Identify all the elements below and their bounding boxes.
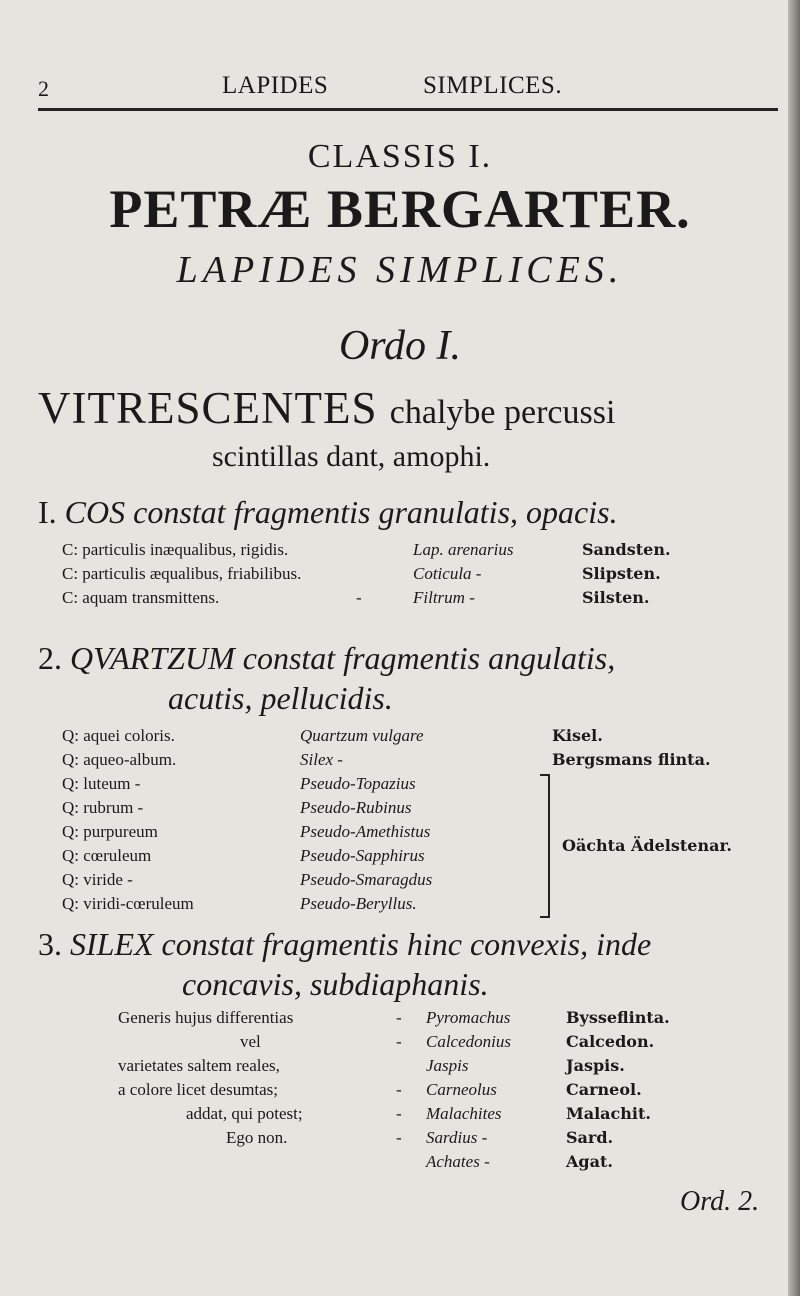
silex-row-5-latin: Malachites — [426, 1104, 502, 1123]
silex-row-6-desc: Ego non. — [226, 1128, 288, 1147]
silex-row-7-latin: Achates - — [426, 1152, 490, 1171]
quartzum-row-8-latin: Pseudo-Beryllus. — [300, 894, 417, 913]
quartzum-row-5-latin: Pseudo-Amethistus — [300, 822, 431, 841]
quartzum-row-5-desc: Q: purpureum — [62, 822, 158, 841]
silex-row-3-german: Jaspis. — [566, 1056, 625, 1075]
silex-heading-line2: concavis, subdiaphanis. — [182, 966, 489, 1002]
quartzum-row-7-desc: Q: viride - — [62, 870, 133, 889]
quartzum-row-3-latin: Pseudo-Topazius — [300, 774, 416, 793]
cos-heading-text: COS constat fragmentis granulatis, opacis. — [64, 494, 618, 530]
silex-row-4-desc: a colore licet desumtas; — [118, 1080, 279, 1099]
quartzum-row-2-german: Bergsmans flinta. — [552, 750, 711, 769]
quartzum-group-german: Oächta Ädelstenar. — [562, 836, 732, 855]
header-rule — [38, 108, 778, 111]
classis-heading: CLASSIS I. — [307, 138, 493, 175]
quartzum-row-1-desc: Q: aquei coloris. — [62, 726, 175, 745]
cos-row-2-german: Slipsten. — [582, 564, 661, 583]
silex-row-4-latin: Carneolus — [426, 1080, 497, 1099]
silex-row-1-german: Bysseflinta. — [566, 1008, 670, 1027]
cos-row-2-latin: Coticula - — [413, 564, 482, 583]
quartzum-heading-text: QVARTZUM constat fragmentis angulatis, — [70, 640, 616, 676]
silex-row-7-german: Agat. — [566, 1152, 613, 1171]
silex-row-2-german: Calcedon. — [566, 1032, 655, 1051]
silex-row-3-latin: Jaspis — [426, 1056, 469, 1075]
quartzum-row-7-latin: Pseudo-Smaragdus — [300, 870, 433, 889]
quartzum-row-4-desc: Q: rubrum - — [62, 798, 144, 817]
cos-row-3-german: Silsten. — [582, 588, 650, 607]
vitrescentes-desc-line2: scintillas dant, amophi. — [212, 440, 491, 473]
silex-row-1-latin: Pyromachus — [426, 1008, 511, 1027]
silex-row-6-dash: - — [396, 1128, 402, 1147]
cos-row-1-desc: C: particulis inæqualibus, rigidis. — [62, 540, 289, 559]
cos-number: I. — [38, 494, 57, 530]
cos-heading — [38, 494, 618, 531]
silex-number: 3. — [38, 926, 62, 962]
quartzum-row-8-desc: Q: viridi-cœruleum — [62, 894, 194, 913]
quartzum-row-6-latin: Pseudo-Sapphirus — [300, 846, 425, 865]
running-title: LAPIDES SIMPLICES. — [222, 72, 563, 99]
cos-row-1-german: Sandsten. — [582, 540, 671, 559]
main-title: PETRÆ BERGARTER. — [109, 179, 691, 239]
silex-row-5-german: Malachit. — [566, 1104, 651, 1123]
silex-row-2-latin: Calcedonius — [426, 1032, 511, 1051]
catchword: Ord. 2. — [680, 1186, 760, 1217]
silex-row-5-desc: addat, qui potest; — [186, 1104, 303, 1123]
quartzum-row-1-latin: Quartzum vulgare — [300, 726, 424, 745]
quartzum-row-2-latin: Silex - — [300, 750, 343, 769]
vitrescentes-desc: chalybe percussi — [389, 394, 616, 431]
silex-row-3-desc: varietates saltem reales, — [118, 1056, 280, 1075]
silex-row-6-german: Sard. — [566, 1128, 614, 1147]
vitrescentes-heading — [38, 382, 615, 434]
cos-row-2-desc: C: particulis æqualibus, friabilibus. — [62, 564, 302, 583]
silex-heading — [38, 926, 651, 963]
quartzum-row-4-latin: Pseudo-Rubinus — [300, 798, 412, 817]
quartzum-row-1-german: Kisel. — [552, 726, 603, 745]
cos-row-3-desc: C: aquam transmittens. — [62, 588, 220, 607]
cos-row-3-latin: Filtrum - — [413, 588, 475, 607]
silex-row-5-dash: - — [396, 1104, 402, 1123]
silex-row-6-latin: Sardius - — [426, 1128, 488, 1147]
silex-row-1-dash: - — [396, 1008, 402, 1027]
quartzum-row-6-desc: Q: cœruleum — [62, 846, 152, 865]
silex-row-2-dash: - — [396, 1032, 402, 1051]
quartzum-number: 2. — [38, 640, 62, 676]
page-number: 2 — [38, 76, 49, 101]
silex-row-2-desc: vel — [240, 1032, 261, 1051]
group-brace — [540, 774, 550, 918]
vitrescentes-word: VITRESCENTES — [38, 383, 378, 433]
cos-row-1-latin: Lap. arenarius — [413, 540, 514, 559]
quartzum-heading-line2: acutis, pellucidis. — [168, 680, 393, 716]
silex-row-4-dash: - — [396, 1080, 402, 1099]
silex-row-1-desc: Generis hujus differentias — [118, 1008, 294, 1027]
running-header — [38, 70, 778, 106]
quartzum-row-2-desc: Q: aqueo-album. — [62, 750, 177, 769]
subtitle: LAPIDES SIMPLICES. — [176, 249, 624, 291]
quartzum-heading — [38, 640, 615, 677]
silex-heading-text: SILEX constat fragmentis hinc convexis, inde — [70, 926, 652, 962]
ordo-heading: Ordo I. — [338, 323, 462, 369]
silex-row-4-german: Carneol. — [566, 1080, 642, 1099]
cos-row-3-dash: - — [356, 588, 362, 607]
quartzum-row-3-desc: Q: luteum - — [62, 774, 141, 793]
